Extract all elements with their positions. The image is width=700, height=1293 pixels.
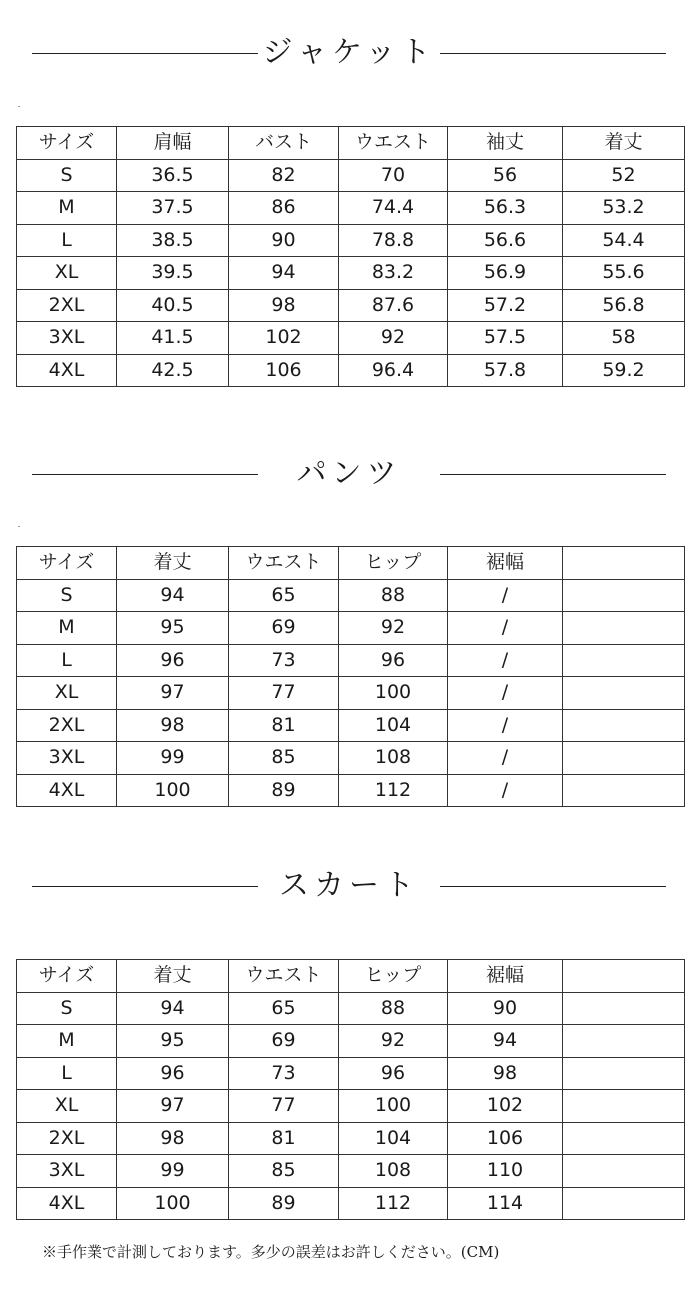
cell: 56.8	[563, 289, 685, 322]
cell: 102	[229, 322, 339, 355]
cell-size: L	[17, 644, 117, 677]
cell: 99	[117, 742, 229, 775]
cell: 94	[448, 1025, 563, 1058]
table-row	[17, 1025, 685, 1058]
cell-size: 2XL	[17, 1122, 117, 1155]
cell: /	[448, 709, 563, 742]
cell: 53.2	[563, 192, 685, 225]
cell: 110	[448, 1155, 563, 1188]
cell: 78.8	[339, 224, 448, 257]
header-length: 着丈	[563, 127, 685, 160]
cell	[563, 992, 685, 1025]
cell	[563, 612, 685, 645]
table-row	[17, 257, 685, 290]
cell: 94	[229, 257, 339, 290]
cell-size: 3XL	[17, 1155, 117, 1188]
cell-size: 4XL	[17, 774, 117, 807]
cell: 81	[229, 1122, 339, 1155]
cell: 57.2	[448, 289, 563, 322]
cell: 70	[339, 159, 448, 192]
cell: 56.9	[448, 257, 563, 290]
table-row	[17, 774, 685, 807]
cell-size: L	[17, 1057, 117, 1090]
cell-size: XL	[17, 257, 117, 290]
cell: 97	[117, 1090, 229, 1123]
table-row	[17, 1122, 685, 1155]
cell	[563, 1155, 685, 1188]
cell: 81	[229, 709, 339, 742]
cell: 83.2	[339, 257, 448, 290]
cell: 55.6	[563, 257, 685, 290]
cell: 58	[563, 322, 685, 355]
cell: 98	[229, 289, 339, 322]
header-waist: ウエスト	[339, 127, 448, 160]
cell: /	[448, 579, 563, 612]
jacket-size-table	[16, 126, 685, 387]
heading-rule-left	[32, 886, 258, 887]
cell-size: XL	[17, 1090, 117, 1123]
cell: 94	[117, 992, 229, 1025]
cell: 90	[448, 992, 563, 1025]
cell: 104	[339, 709, 448, 742]
cell: 98	[117, 1122, 229, 1155]
cell: 77	[229, 1090, 339, 1123]
cell: /	[448, 742, 563, 775]
cell-size: 3XL	[17, 742, 117, 775]
cell: 56	[448, 159, 563, 192]
table-row	[17, 579, 685, 612]
cell: 98	[448, 1057, 563, 1090]
heading-rule-left	[32, 53, 258, 54]
header-length: 着丈	[117, 960, 229, 993]
table-header-row	[17, 960, 685, 993]
cell: 39.5	[117, 257, 229, 290]
cell: 56.6	[448, 224, 563, 257]
cell: 106	[448, 1122, 563, 1155]
cell: 112	[339, 1187, 448, 1220]
cell: /	[448, 612, 563, 645]
cell: 100	[339, 1090, 448, 1123]
cell-size: 3XL	[17, 322, 117, 355]
table-row	[17, 354, 685, 387]
cell-size: S	[17, 579, 117, 612]
cell: 38.5	[117, 224, 229, 257]
cell: 54.4	[563, 224, 685, 257]
scan-speck	[18, 106, 20, 107]
jacket-title: ジャケット	[262, 35, 436, 70]
cell-size: L	[17, 224, 117, 257]
cell: 87.6	[339, 289, 448, 322]
table-row	[17, 1090, 685, 1123]
cell: 100	[117, 1187, 229, 1220]
cell: 108	[339, 1155, 448, 1188]
cell	[563, 1025, 685, 1058]
cell: 96	[339, 1057, 448, 1090]
cell: 95	[117, 612, 229, 645]
cell: 69	[229, 612, 339, 645]
cell-size: 2XL	[17, 289, 117, 322]
cell: 56.3	[448, 192, 563, 225]
cell: 106	[229, 354, 339, 387]
cell: 92	[339, 612, 448, 645]
cell: 77	[229, 677, 339, 710]
table-row	[17, 677, 685, 710]
cell: 96	[339, 644, 448, 677]
cell: 96	[117, 1057, 229, 1090]
heading-rule-right	[440, 53, 666, 54]
cell: 82	[229, 159, 339, 192]
cell	[563, 579, 685, 612]
cell: 114	[448, 1187, 563, 1220]
cell-size: 4XL	[17, 354, 117, 387]
cell	[563, 1057, 685, 1090]
cell: 57.8	[448, 354, 563, 387]
skirt-size-table	[16, 959, 685, 1220]
cell	[563, 677, 685, 710]
cell: 69	[229, 1025, 339, 1058]
table-row	[17, 159, 685, 192]
header-waist: ウエスト	[229, 960, 339, 993]
cell: 92	[339, 322, 448, 355]
cell: 74.4	[339, 192, 448, 225]
cell: 36.5	[117, 159, 229, 192]
pants-section-heading	[0, 454, 700, 494]
cell: 40.5	[117, 289, 229, 322]
cell-size: 2XL	[17, 709, 117, 742]
header-hip: ヒップ	[339, 547, 448, 580]
cell: /	[448, 774, 563, 807]
header-bust: バスト	[229, 127, 339, 160]
skirt-title: スカート	[279, 868, 419, 903]
cell: 95	[117, 1025, 229, 1058]
cell: 88	[339, 992, 448, 1025]
cell: 100	[339, 677, 448, 710]
header-empty	[563, 960, 685, 993]
header-hip: ヒップ	[339, 960, 448, 993]
header-waist: ウエスト	[229, 547, 339, 580]
table-row	[17, 709, 685, 742]
cell: 41.5	[117, 322, 229, 355]
table-row	[17, 1187, 685, 1220]
table-row	[17, 612, 685, 645]
cell: /	[448, 644, 563, 677]
pants-title: パンツ	[296, 456, 402, 491]
heading-rule-left	[32, 474, 258, 475]
cell: 98	[117, 709, 229, 742]
cell: 88	[339, 579, 448, 612]
cell: 42.5	[117, 354, 229, 387]
table-header-row	[17, 547, 685, 580]
cell-size: S	[17, 159, 117, 192]
cell: /	[448, 677, 563, 710]
cell: 65	[229, 992, 339, 1025]
cell: 65	[229, 579, 339, 612]
cell	[563, 774, 685, 807]
cell: 92	[339, 1025, 448, 1058]
table-row	[17, 192, 685, 225]
cell: 73	[229, 1057, 339, 1090]
header-shoulder: 肩幅	[117, 127, 229, 160]
cell-size: M	[17, 192, 117, 225]
cell: 89	[229, 774, 339, 807]
jacket-section-heading	[0, 33, 700, 73]
cell: 52	[563, 159, 685, 192]
header-empty	[563, 547, 685, 580]
cell	[563, 1187, 685, 1220]
cell: 99	[117, 1155, 229, 1188]
cell: 97	[117, 677, 229, 710]
table-row	[17, 644, 685, 677]
cell-size: M	[17, 612, 117, 645]
table-row	[17, 224, 685, 257]
measurement-footnote: ※手作業で計測しております。多少の誤差はお許しください。(CM)	[42, 1243, 500, 1261]
cell	[563, 1122, 685, 1155]
cell: 85	[229, 1155, 339, 1188]
cell-size: M	[17, 1025, 117, 1058]
header-size: サイズ	[17, 960, 117, 993]
table-row	[17, 992, 685, 1025]
cell: 96.4	[339, 354, 448, 387]
header-hem-width: 裾幅	[448, 547, 563, 580]
pants-size-table	[16, 546, 685, 807]
cell: 85	[229, 742, 339, 775]
cell: 108	[339, 742, 448, 775]
header-size: サイズ	[17, 127, 117, 160]
skirt-section-heading	[0, 866, 700, 906]
cell-size: 4XL	[17, 1187, 117, 1220]
table-row	[17, 1155, 685, 1188]
cell: 102	[448, 1090, 563, 1123]
cell-size: XL	[17, 677, 117, 710]
heading-rule-right	[440, 474, 666, 475]
cell: 112	[339, 774, 448, 807]
cell: 100	[117, 774, 229, 807]
cell: 94	[117, 579, 229, 612]
heading-rule-right	[440, 886, 666, 887]
table-row	[17, 289, 685, 322]
cell: 90	[229, 224, 339, 257]
cell	[563, 644, 685, 677]
header-sleeve: 袖丈	[448, 127, 563, 160]
header-size: サイズ	[17, 547, 117, 580]
cell	[563, 742, 685, 775]
table-row	[17, 1057, 685, 1090]
cell: 86	[229, 192, 339, 225]
cell: 96	[117, 644, 229, 677]
cell: 73	[229, 644, 339, 677]
cell-size: S	[17, 992, 117, 1025]
header-length: 着丈	[117, 547, 229, 580]
scan-speck	[18, 526, 20, 527]
header-hem-width: 裾幅	[448, 960, 563, 993]
table-row	[17, 322, 685, 355]
table-header-row	[17, 127, 685, 160]
cell	[563, 709, 685, 742]
cell: 37.5	[117, 192, 229, 225]
cell	[563, 1090, 685, 1123]
cell: 59.2	[563, 354, 685, 387]
cell: 57.5	[448, 322, 563, 355]
cell: 104	[339, 1122, 448, 1155]
cell: 89	[229, 1187, 339, 1220]
table-row	[17, 742, 685, 775]
